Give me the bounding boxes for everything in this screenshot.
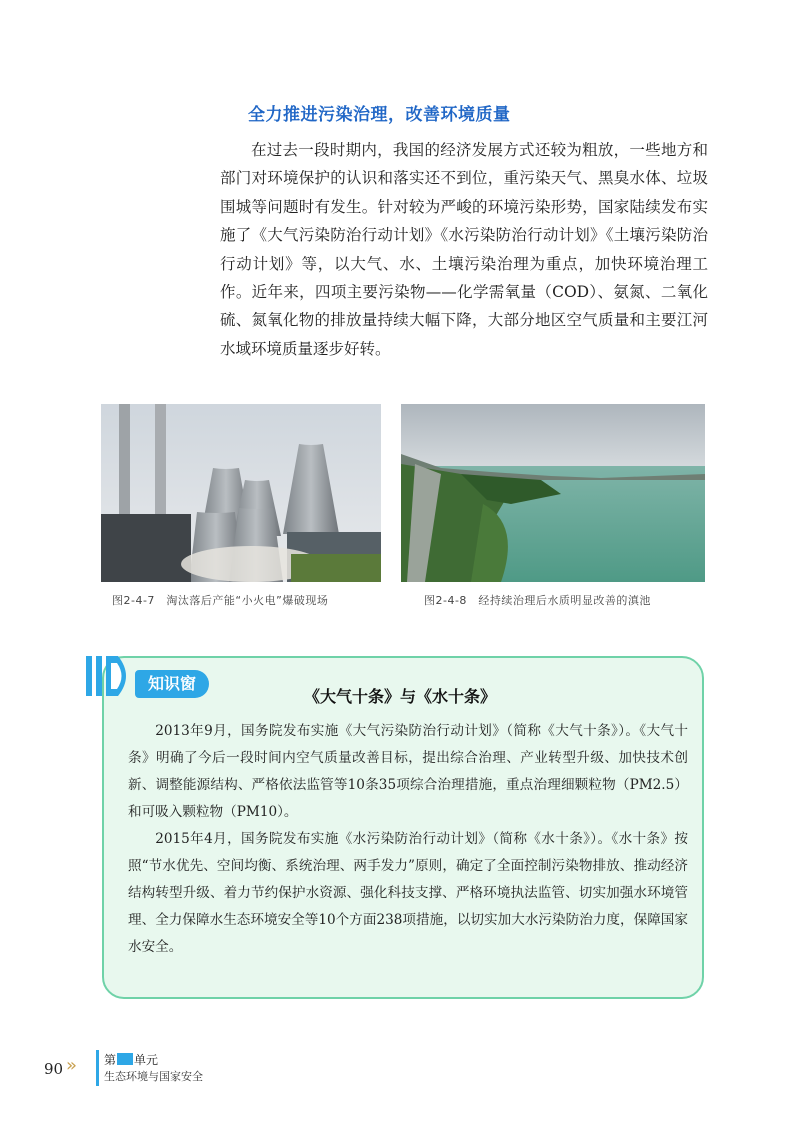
body-paragraph: 在过去一段时期内，我国的经济发展方式还较为粗放，一些地方和部门对环境保护的认识和落实还不到位，重污染天气、黑臭水体、垃圾围城等问题时有发生。针对较为严峻的环境污染形势，国家陆续发布实施了《大气污染防治行动计划》《水污染防治行动计划》《土壤污染防治行动计划》等，以大气、水、土壤污染治理为重点，加快环境治理工作。近年来，四项主要污染物——化学需氧量（COD）、氨氮、二氧化硫、氮氧化物的排放量持续大幅下降，大部分地区空气质量和主要江河水域环境质量逐步好转。 xyxy=(220,141,708,358)
body-paragraph-block xyxy=(220,136,708,363)
knowledge-paragraph: 2015年4月，国务院发布实施《水污染防治行动计划》（简称《水十条》）。《水十条》按照“节水优先、空间均衡、系统治理、两手发力”原则，确定了全面控制污染物排放、推动经济结构转型升级、着力节约保护水资源、强化科技支撑、严格环境执法监管、切实加强水环境管理、全力保障水生态环境安全等10个方面238项措施，以切实加大水污染防治力度，保障国家水安全。 xyxy=(128,831,688,955)
photo-power-plant-demolition xyxy=(101,404,381,582)
section-heading: 全力推进污染治理，改善环境质量 xyxy=(248,105,511,125)
knowledge-window-tag: 知识窗 xyxy=(135,670,209,698)
unit-subtitle: 生态环境与国家安全 xyxy=(104,1070,203,1083)
photo-dianchi-lake xyxy=(401,404,705,582)
unit-label xyxy=(104,1051,158,1068)
footer-divider xyxy=(96,1050,99,1086)
unit-number-badge xyxy=(117,1053,133,1065)
knowledge-window-title: 《大气十条》与《水十条》 xyxy=(303,687,496,706)
figure-caption-1: 图2-4-7 淘汰落后产能“小火电”爆破现场 xyxy=(112,594,329,607)
page-number: 90 xyxy=(44,1060,64,1078)
knowledge-window-text xyxy=(128,718,688,961)
chevron-right-icon: » xyxy=(66,1055,78,1076)
knowledge-paragraph: 2013年9月，国务院发布实施《大气污染防治行动计划》（简称《大气十条》）。《大气十条》明确了今后一段时间内空气质量改善目标，提出综合治理、产业转型升级、加快技术创新、调整能源结构、严格依法监管等10条35项综合治理措施，重点治理细颗粒物（PM2.5）和可吸入颗粒物（PM10）。 xyxy=(128,723,688,820)
unit-suffix: 单元 xyxy=(134,1053,159,1067)
unit-prefix: 第 xyxy=(104,1053,117,1067)
figure-caption-2: 图2-4-8 经持续治理后水质明显改善的滇池 xyxy=(424,594,651,607)
